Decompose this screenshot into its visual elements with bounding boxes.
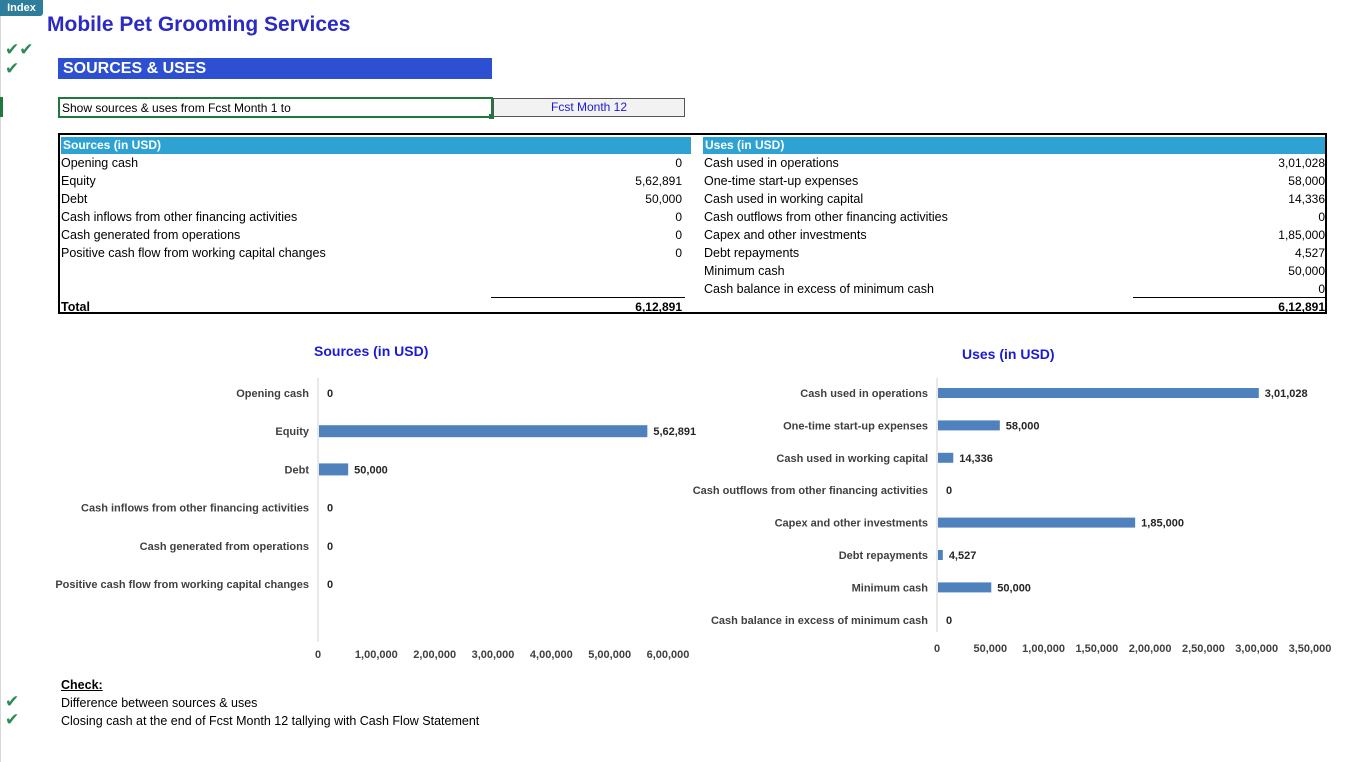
category-label: Cash used in working capital (776, 452, 928, 465)
data-label: 58,000 (1005, 420, 1040, 433)
category-label: Opening cash (236, 388, 309, 400)
uses-bar-chart (690, 370, 1360, 665)
selected-row-marker (0, 97, 3, 117)
data-label: 3,01,028 (1264, 388, 1308, 400)
tick-label: 0 (933, 643, 941, 655)
uses-row-value: 50,000 (1288, 264, 1325, 278)
index-button[interactable]: Index (0, 0, 43, 16)
category-label: Equity (275, 426, 309, 439)
bar (938, 453, 953, 463)
sources-bar-chart (0, 370, 697, 670)
category-label: Cash generated from operations (139, 540, 309, 553)
uses-row-label: Cash used in working capital (704, 192, 864, 206)
sources-chart-title: Sources (in USD) (314, 343, 429, 359)
sources-row-label: Cash inflows from other financing activities (61, 210, 298, 224)
uses-row-value: 0 (1318, 210, 1325, 224)
sources-row-label: Debt (61, 192, 88, 206)
bar (938, 518, 1135, 528)
data-label: 0 (946, 614, 953, 627)
bar (319, 463, 348, 475)
uses-chart-title: Uses (in USD) (962, 346, 1055, 362)
sources-row-value: 5,62,891 (635, 174, 682, 188)
sources-row-label: Positive cash flow from working capital changes (61, 246, 326, 260)
data-label: 14,336 (959, 452, 993, 465)
category-label: Debt (284, 464, 309, 477)
uses-row-label: Minimum cash (704, 264, 785, 278)
sources-total: 6,12,891 (635, 300, 682, 314)
tick-label: 2,00,000 (413, 649, 457, 661)
check-icon: ✔ (5, 710, 20, 729)
data-label: 50,000 (354, 464, 388, 477)
tick-label: 2,50,000 (1182, 643, 1225, 655)
range-label-cell[interactable]: Show sources & uses from Fcst Month 1 to (58, 97, 493, 118)
data-label: 0 (327, 502, 334, 515)
tick-label: 1,50,000 (1075, 643, 1119, 655)
sources-row-value: 50,000 (645, 192, 682, 206)
tick-label: 50,000 (973, 643, 1008, 655)
bar (319, 425, 647, 437)
data-label: 4,527 (948, 550, 977, 562)
uses-total: 6,12,891 (1278, 300, 1325, 314)
data-label: 5,62,891 (653, 426, 697, 439)
sources-row-value: 0 (675, 228, 682, 242)
data-label: 1,85,000 (1141, 517, 1184, 530)
category-label: One-time start-up expenses (783, 420, 928, 433)
bar (938, 388, 1259, 398)
data-label: 0 (327, 388, 334, 400)
category-label: Cash inflows from other financing activities (81, 502, 309, 515)
tick-label: 3,00,000 (1235, 643, 1279, 655)
sources-uses-table (58, 133, 1327, 314)
sources-row-value: 0 (675, 156, 682, 170)
range-dropdown[interactable]: Fcst Month 12 (493, 98, 685, 117)
tick-label: 3,50,000 (1288, 643, 1332, 655)
check-item-difference: Difference between sources & uses (61, 696, 258, 710)
uses-header: Uses (in USD) (703, 137, 1325, 154)
sources-row-value: 0 (675, 246, 682, 260)
uses-row-label: Capex and other investments (704, 228, 867, 242)
page-title: Mobile Pet Grooming Services (47, 13, 351, 36)
data-label: 0 (327, 540, 334, 553)
category-label: Cash outflows from other financing activities (692, 485, 928, 498)
total-label: Total (61, 300, 90, 314)
tick-label: 0 (314, 649, 322, 661)
tick-label: 4,00,000 (529, 649, 573, 661)
check-title: Check: (61, 678, 103, 692)
tick-label: 6,00,000 (646, 649, 690, 661)
uses-row-label: Debt repayments (704, 246, 800, 260)
data-label: 50,000 (997, 582, 1031, 595)
sources-row-label: Opening cash (61, 156, 139, 170)
tick-label: 3,00,000 (471, 649, 515, 661)
data-label: 0 (946, 485, 953, 498)
double-check-icon: ✔✔ (5, 40, 34, 59)
category-label: Positive cash flow from working capital changes (55, 579, 309, 591)
sources-row-label: Equity (61, 174, 96, 188)
bar (938, 582, 991, 592)
category-label: Debt repayments (838, 550, 928, 562)
sources-row-label: Cash generated from operations (61, 228, 241, 242)
category-label: Cash used in operations (800, 388, 928, 400)
uses-row-label: Cash outflows from other financing activities (704, 210, 948, 224)
check-icon: ✔ (5, 692, 20, 711)
sources-row-value: 0 (675, 210, 682, 224)
bar (938, 550, 943, 560)
uses-row-value: 3,01,028 (1278, 156, 1325, 170)
uses-row-value: 58,000 (1288, 174, 1325, 188)
sources-header: Sources (in USD) (61, 137, 691, 154)
uses-row-value: 4,527 (1294, 246, 1325, 260)
check-icon: ✔ (5, 59, 20, 78)
uses-row-value: 1,85,000 (1278, 228, 1325, 242)
uses-row-label: Cash used in operations (704, 156, 839, 170)
tick-label: 1,00,000 (354, 649, 398, 661)
category-label: Minimum cash (851, 582, 928, 595)
bar (938, 420, 1000, 430)
uses-row-value: 14,336 (1288, 192, 1325, 206)
section-header: SOURCES & USES (58, 58, 492, 79)
category-label: Capex and other investments (774, 517, 928, 530)
tick-label: 2,00,000 (1128, 643, 1172, 655)
data-label: 0 (327, 579, 334, 591)
check-item-closing-cash: Closing cash at the end of Fcst Month 12 tallying with Cash Flow Statement (61, 714, 480, 728)
category-label: Cash balance in excess of minimum cash (710, 614, 928, 627)
tick-label: 5,00,000 (588, 649, 632, 661)
uses-row-label: One-time start-up expenses (704, 174, 859, 188)
uses-row-value: 0 (1318, 282, 1325, 296)
uses-row-label: Cash balance in excess of minimum cash (704, 282, 934, 296)
tick-label: 1,00,000 (1022, 643, 1065, 655)
